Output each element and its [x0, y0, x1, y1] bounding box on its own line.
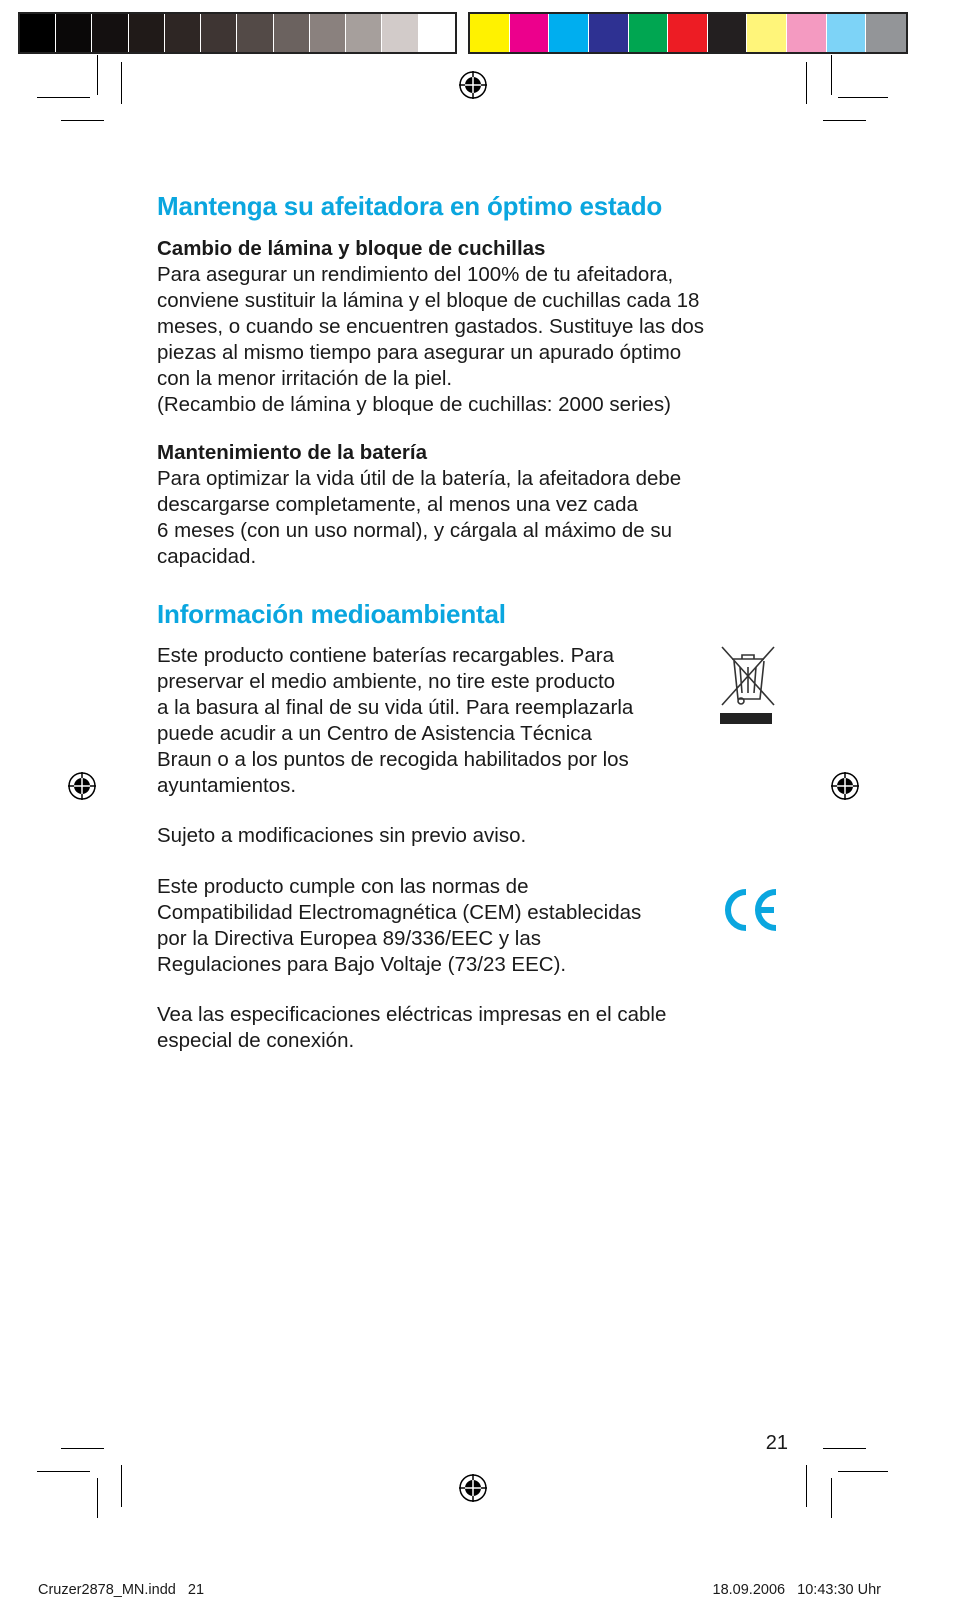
crop-mark: [806, 62, 807, 104]
color-swatch: [747, 14, 787, 52]
battery-maintenance-paragraph: [157, 440, 681, 570]
timestamp-slug: 18.09.2006 10:43:30 Uhr: [712, 1582, 881, 1598]
color-swatch: [827, 14, 867, 52]
section-heading-environment: Información medioambiental: [157, 599, 506, 629]
crop-mark: [838, 97, 888, 98]
color-swatch: [510, 14, 550, 52]
page-number: 21: [765, 1432, 788, 1454]
color-swatch: [549, 14, 589, 52]
color-swatch: [419, 14, 455, 52]
color-swatch: [629, 14, 669, 52]
text-line: conviene sustituir la lámina y el bloque de cuchillas cada 18: [157, 289, 700, 312]
environment-paragraph: [157, 643, 633, 799]
text-line: con la menor irritación de la piel.: [157, 367, 453, 390]
blade-replacement-paragraph: [157, 236, 704, 418]
text-line: 6 meses (con un uso normal), y cárgala al máximo de su: [157, 519, 673, 542]
text-line: Para asegurar un rendimiento del 100% de tu afeitadora,: [157, 263, 674, 286]
text-line: meses, o cuando se encuentren gastados. Sustituye las dos: [157, 315, 705, 338]
registration-mark-icon: [458, 70, 488, 100]
crop-mark: [831, 55, 832, 95]
crop-mark: [97, 1478, 98, 1518]
crop-mark: [61, 120, 104, 121]
text-line: Vea las especificaciones eléctricas impresas en el cable: [157, 1003, 667, 1026]
crop-mark: [121, 62, 122, 104]
crop-mark: [61, 1448, 104, 1449]
grayscale-color-bar: [18, 12, 457, 54]
crop-mark: [823, 1448, 866, 1449]
crop-mark: [37, 1471, 90, 1472]
section-heading-maintenance: Mantenga su afeitadora en óptimo estado: [157, 191, 663, 221]
text-line: ayuntamientos.: [157, 774, 297, 797]
text-line: Este producto contiene baterías recargables. Para: [157, 644, 614, 667]
text-line: capacidad.: [157, 545, 257, 568]
text-line: preservar el medio ambiente, no tire este producto: [157, 670, 616, 693]
crop-mark: [823, 120, 866, 121]
registration-mark-icon: [67, 771, 97, 801]
registration-mark-icon: [458, 1473, 488, 1503]
text-line: Braun o a los puntos de recogida habilitados por los: [157, 748, 629, 771]
crop-mark: [97, 55, 98, 95]
blade-replacement-subheading: Cambio de lámina y bloque de cuchillas: [157, 237, 546, 260]
color-swatch: [92, 14, 128, 52]
color-swatch: [589, 14, 629, 52]
color-swatch: [708, 14, 748, 52]
color-swatch: [20, 14, 56, 52]
color-swatch: [310, 14, 346, 52]
color-swatch: [470, 14, 510, 52]
text-line: especial de conexión.: [157, 1029, 355, 1052]
crop-mark: [121, 1465, 122, 1507]
ce-mark-icon: [718, 887, 780, 933]
text-line: Para optimizar la vida útil de la batería, la afeitadora debe: [157, 467, 682, 490]
cmyk-color-bar: [468, 12, 908, 54]
color-swatch: [56, 14, 92, 52]
text-line: puede acudir a un Centro de Asistencia Técnica: [157, 722, 592, 745]
text-line: piezas al mismo tiempo para asegurar un apurado óptimo: [157, 341, 682, 364]
color-swatch: [201, 14, 237, 52]
text-line: descargarse completamente, al menos una vez cada: [157, 493, 638, 516]
crop-mark: [838, 1471, 888, 1472]
notice-text: Sujeto a modificaciones sin previo aviso.: [157, 824, 527, 847]
text-line: Este producto cumple con las normas de: [157, 875, 529, 898]
crossed-out-wheelie-bin-icon: [718, 645, 778, 725]
specifications-paragraph: [157, 1002, 666, 1054]
color-swatch: [668, 14, 708, 52]
text-line: por la Directiva Europea 89/336/EEC y las: [157, 927, 542, 950]
battery-maintenance-subheading: Mantenimiento de la batería: [157, 441, 427, 464]
color-swatch: [866, 14, 906, 52]
color-swatch: [165, 14, 201, 52]
color-swatch: [129, 14, 165, 52]
cem-paragraph: [157, 874, 641, 978]
crop-mark: [806, 1465, 807, 1507]
text-line: Regulaciones para Bajo Voltaje (73/23 EEC).: [157, 953, 567, 976]
text-line: Compatibilidad Electromagnética (CEM) establecidas: [157, 901, 642, 924]
crop-mark: [831, 1478, 832, 1518]
color-swatch: [237, 14, 273, 52]
file-name-slug: Cruzer2878_MN.indd 21: [38, 1582, 205, 1598]
crop-mark: [37, 97, 90, 98]
color-swatch: [787, 14, 827, 52]
text-line: (Recambio de lámina y bloque de cuchillas: 2000 series): [157, 393, 671, 416]
text-line: a la basura al final de su vida útil. Para reemplazarla: [157, 696, 634, 719]
color-swatch: [346, 14, 382, 52]
color-swatch: [274, 14, 310, 52]
color-swatch: [382, 14, 418, 52]
registration-mark-icon: [830, 771, 860, 801]
